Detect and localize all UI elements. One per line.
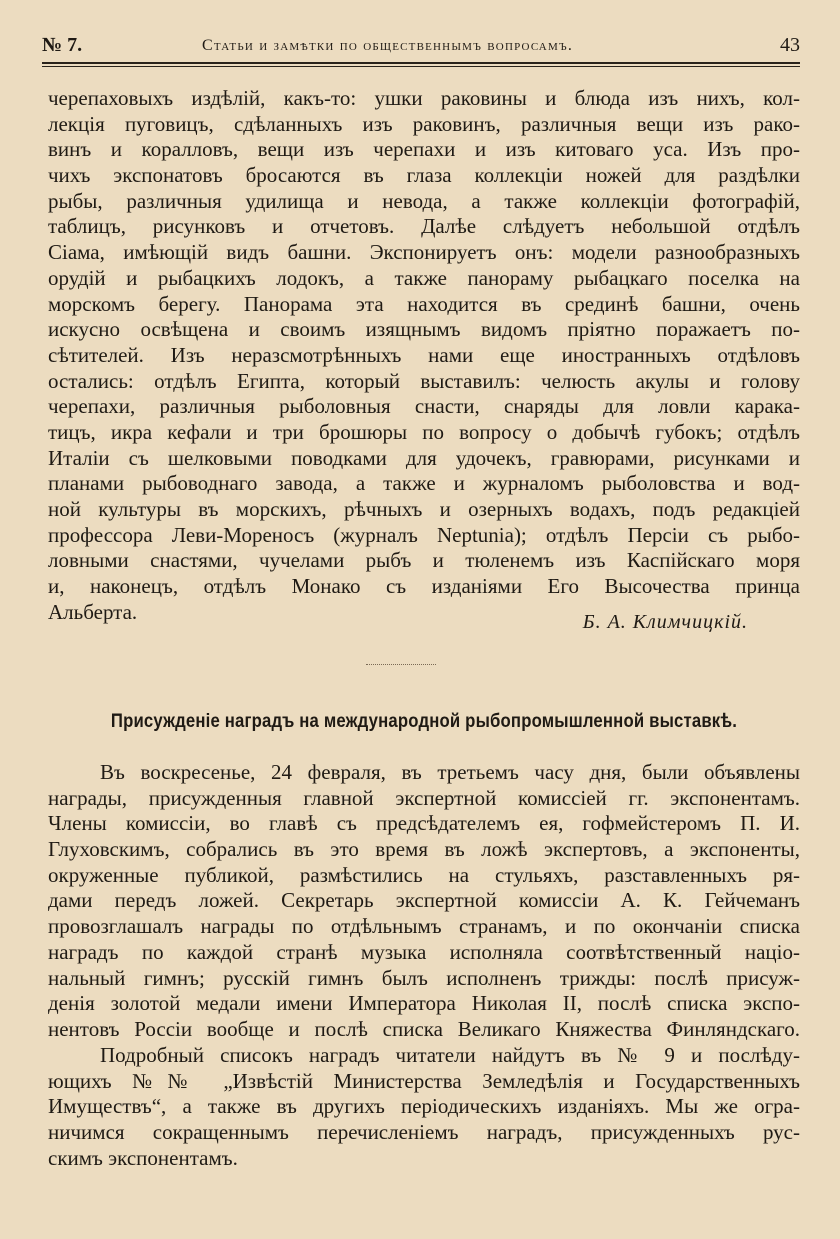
text-line: черепаховыхъ издѣлій, какъ-то: ушки раковины и блюда изъ нихъ, кол-	[48, 86, 800, 110]
text-line: Италіи съ шелковыми поводками для удочекъ, гравюрами, рисунками и	[48, 445, 800, 470]
text-line: дами передъ ложей. Секретарь экспертной комиссіи А. К. Гейчеманъ	[48, 888, 800, 913]
text-line: рыбы, различныя удилища и невода, а также коллекціи фотографій,	[48, 188, 800, 213]
text-line: орудій и рыбацкихъ лодокъ, а также панораму рыбацкаго поселка на	[48, 265, 800, 290]
text-line: тицъ, икра кефали и три брошюры по вопросу о добычѣ губокъ; отдѣлъ	[48, 419, 800, 444]
text-line: провозглашалъ награды по отдѣльнымъ странамъ, и по окончаніи списка	[48, 914, 800, 939]
text-line: Члены комиссіи, во главѣ съ предсѣдателемъ ея, гофмейстеромъ П. И.	[48, 811, 800, 836]
text-line: Альберта.	[48, 599, 138, 624]
section-divider	[366, 664, 436, 665]
page-number: 43	[780, 34, 800, 56]
text-line: и, наконецъ, отдѣлъ Монако съ изданіями Его Высочества принца	[48, 574, 800, 599]
text-line: ной культуры въ морскихъ, рѣчныхъ и озерныхъ водахъ, подъ редакціей	[48, 497, 800, 521]
text-line: винъ и коралловъ, вещи изъ черепахи и изъ китоваго уса. Изъ про-	[48, 137, 800, 162]
text-line: ничимся сокращеннымъ перечисленіемъ наградъ, присужденныхъ рус-	[48, 1120, 800, 1145]
header-rule-thin	[42, 66, 800, 67]
running-header	[42, 34, 800, 62]
header-rule	[42, 62, 800, 64]
text-line: чихъ экспонатовъ бросаются въ глаза коллекціи ножей для раздѣлки	[48, 163, 800, 188]
text-line: остались: отдѣлъ Египта, который выставилъ: челюсть акулы и голову	[48, 368, 800, 393]
text-line: награды, присужденныя главной экспертной комиссіей гг. экспонентамъ.	[48, 785, 800, 810]
text-line: скимъ экспонентамъ.	[48, 1145, 238, 1170]
text-line: Подробный списокъ наградъ читатели найдутъ въ № 9 и послѣду-	[100, 1043, 800, 1067]
text-line: нентовъ Россіи вообще и послѣ списка Великаго Княжества Финляндскаго.	[48, 1016, 800, 1041]
running-title: Статьи и замѣтки по общественнымъ вопросамъ.	[202, 37, 574, 54]
text-line: Въ воскресенье, 24 февраля, въ третьемъ часу дня, были объявлены	[100, 760, 800, 784]
text-line: ющихъ №№ „Извѣстій Министерства Земледѣлія и Государственныхъ	[48, 1068, 800, 1093]
section-title: Присужденіе наградъ на международной рыбопромышленной выставкѣ.	[110, 711, 738, 732]
text-line: профессора Леви-Мореносъ (журналъ Neptunia); отдѣлъ Персіи съ рыбо-	[48, 522, 800, 547]
text-line: ловными снастями, чучелами рыбъ и тюленемъ изъ Каспійскаго моря	[48, 548, 800, 573]
text-line: черепахи, различныя рыболовныя снасти, снаряды для ловли карака-	[48, 394, 800, 419]
text-line: таблицъ, рисунковъ и отчетовъ. Далѣе слѣдуетъ небольшой отдѣлъ	[48, 214, 800, 239]
text-line: морскомъ берегу. Панорама эта находится въ срединѣ башни, очень	[48, 291, 800, 316]
text-line: искусно освѣщена и своимъ изящнымъ видомъ пріятно поражаетъ по-	[48, 317, 800, 342]
text-line: Имуществъ“, а также въ другихъ періодическихъ изданіяхъ. Мы же огра-	[48, 1094, 800, 1119]
text-line: планами рыбоводнаго завода, а также и журналомъ рыболовства и вод-	[48, 471, 800, 496]
text-line: окруженные публикой, размѣстились на стульяхъ, разставленныхъ ря-	[48, 862, 800, 887]
paragraph-2	[48, 1043, 800, 1171]
text-line: денія золотой медали имени Императора Николая II, послѣ списка экспо-	[48, 991, 800, 1016]
text-line: сѣтителей. Изъ неразсмотрѣнныхъ нами еще иностранныхъ отдѣловъ	[48, 342, 800, 367]
text-line: наградъ по каждой странѣ музыка исполняла соотвѣтственный націо-	[48, 939, 800, 964]
paragraph-1	[48, 760, 800, 1043]
article-text	[48, 86, 800, 625]
text-line: Глуховскимъ, собрались въ это время въ ложѣ экспертовъ, а экспоненты,	[48, 837, 800, 862]
text-line: нальный гимнъ; русскій гимнъ былъ исполненъ трижды: послѣ присуж-	[48, 965, 800, 990]
text-line: Сіама, имѣющій видъ башни. Экспонируетъ онъ: модели разнообразныхъ	[48, 240, 800, 265]
author-signature: Б. А. Климчицкій.	[582, 611, 748, 633]
text-line: лекція пуговицъ, сдѣланныхъ изъ раковинъ, различныя вещи изъ рако-	[48, 111, 800, 136]
issue-number: № 7.	[42, 34, 83, 56]
